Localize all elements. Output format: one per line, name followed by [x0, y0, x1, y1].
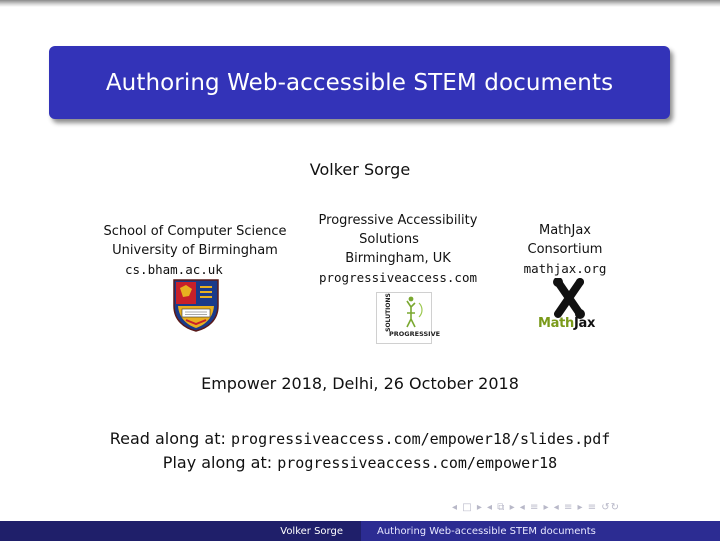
footer-bar — [0, 521, 720, 541]
mathjax-wordmark-jax: Jax — [573, 316, 596, 331]
institution-progressive — [300, 211, 496, 287]
nav-prev-section-icon[interactable]: ◂ ≡ ▸ — [519, 502, 550, 513]
play-along-line — [0, 453, 720, 472]
institution-line: Progressive Accessibility — [318, 213, 478, 228]
read-along-prefix: Read along at: — [109, 429, 226, 448]
mathjax-wordmark — [538, 316, 595, 331]
institution-url: cs.bham.ac.uk — [125, 262, 223, 277]
institution-line: University of Birmingham — [112, 243, 278, 258]
institution-birmingham — [92, 222, 298, 279]
progressive-vertical-text: SOLUTIONS — [384, 293, 392, 332]
nav-prev-subsection-icon[interactable]: ◂ ⧉ ▸ — [487, 502, 516, 513]
institution-mathjax — [510, 221, 620, 278]
footer-title: Authoring Web-accessible STEM documents — [361, 521, 720, 541]
institution-line: School of Computer Science — [103, 224, 287, 239]
play-along-prefix: Play along at: — [162, 453, 273, 472]
title-block — [49, 46, 670, 119]
progressive-text: PROGRESSIVE — [389, 330, 441, 338]
institution-line: Solutions — [359, 232, 419, 247]
nav-search-icon[interactable]: ↺↻ — [601, 502, 621, 513]
read-along-link[interactable]: progressiveaccess.com/empower18/slides.pdf — [230, 430, 611, 448]
mathjax-logo — [536, 278, 602, 336]
slide-title: Authoring Web-accessible STEM documents — [105, 69, 614, 96]
institution-url: mathjax.org — [523, 261, 607, 276]
nav-prev-frame-icon[interactable]: ◂ □ ▸ — [452, 502, 483, 513]
institution-line: Consortium — [527, 242, 603, 257]
top-shadow — [0, 0, 720, 7]
institution-line: Birmingham, UK — [345, 251, 451, 266]
nav-align-icon[interactable]: ≡ — [587, 502, 598, 513]
university-crest-logo — [172, 278, 220, 332]
progressive-solutions-logo — [376, 292, 441, 344]
author-name: Volker Sorge — [309, 160, 411, 179]
event-line: Empower 2018, Delhi, 26 October 2018 — [201, 374, 519, 393]
institution-url: progressiveaccess.com — [318, 270, 478, 285]
beamer-navigation — [452, 502, 620, 513]
play-along-link[interactable]: progressiveaccess.com/empower18 — [277, 454, 558, 472]
nav-prev-part-icon[interactable]: ◂ ≡ ▸ — [553, 502, 584, 513]
mathjax-x-icon — [536, 278, 602, 320]
read-along-line — [0, 429, 720, 448]
footer-author: Volker Sorge — [0, 521, 361, 541]
institution-line: MathJax — [538, 223, 591, 238]
mathjax-wordmark-math: Math — [538, 316, 574, 331]
